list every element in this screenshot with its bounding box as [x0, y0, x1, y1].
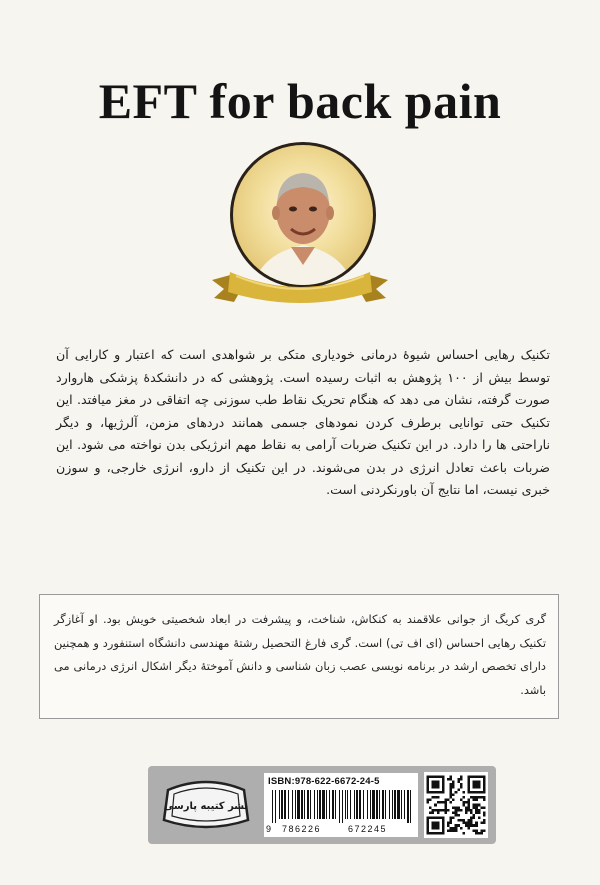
qr-module: [447, 799, 450, 802]
qr-module: [465, 824, 468, 827]
qr-module: [457, 819, 460, 822]
qr-module: [480, 829, 483, 832]
qr-module: [432, 809, 435, 812]
qr-module: [452, 806, 455, 809]
qr-module: [432, 781, 440, 789]
barcode-bar: [367, 790, 368, 819]
qr-module: [434, 796, 437, 799]
qr-module: [462, 804, 465, 807]
barcode-bar: [407, 790, 409, 823]
qr-module: [429, 806, 432, 809]
barcode-bar: [382, 790, 384, 819]
qr-module: [473, 814, 476, 817]
qr-module: [455, 809, 458, 812]
barcode-bar: [342, 790, 343, 823]
qr-module: [437, 801, 440, 804]
qr-module: [442, 801, 445, 804]
publisher-logo: [158, 776, 254, 832]
barcode-bar: [279, 790, 280, 819]
qr-module: [447, 809, 450, 812]
qr-module: [475, 804, 478, 807]
qr-module: [450, 786, 453, 789]
qr-module: [444, 806, 447, 809]
qr-module: [457, 809, 460, 812]
barcode-bar: [335, 790, 336, 819]
qr-module: [480, 806, 483, 809]
qr-module: [437, 796, 440, 799]
qr-module: [437, 811, 440, 814]
qr-module: [480, 796, 483, 799]
qr-code: [424, 772, 488, 838]
qr-module: [475, 822, 478, 825]
barcode-bar: [339, 790, 340, 823]
qr-module: [460, 809, 463, 812]
book-title: EFT for back pain: [98, 73, 502, 129]
qr-module: [457, 781, 460, 784]
qr-module: [470, 796, 473, 799]
barcode-bar: [370, 790, 371, 819]
qr-module: [450, 822, 453, 825]
qr-module: [462, 796, 465, 799]
qr-module: [455, 791, 458, 794]
qr-module: [478, 796, 481, 799]
qr-module: [470, 822, 473, 825]
qr-module: [450, 776, 453, 779]
barcode-bars: [270, 790, 414, 823]
qr-module: [450, 827, 453, 830]
barcode-bar: [292, 790, 293, 819]
qr-module: [460, 776, 463, 779]
barcode-bar: [310, 790, 311, 819]
qr-module: [462, 801, 465, 804]
qr-module: [470, 811, 473, 814]
qr-module: [460, 799, 463, 802]
qr-module: [478, 809, 481, 812]
qr-module: [473, 817, 476, 820]
qr-module: [450, 819, 453, 822]
qr-module: [444, 801, 447, 804]
qr-module: [455, 814, 458, 817]
qr-module: [475, 811, 478, 814]
barcode-bar: [304, 790, 305, 819]
qr-module: [452, 829, 455, 832]
qr-module: [452, 811, 455, 814]
barcode-bar: [404, 790, 405, 819]
qr-module: [450, 791, 453, 794]
qr-module: [447, 829, 450, 832]
qr-module: [462, 832, 465, 835]
qr-module: [432, 811, 435, 814]
barcode-bar: [345, 790, 346, 819]
qr-module: [447, 822, 450, 825]
qr-module: [457, 814, 460, 817]
barcode-bar: [275, 790, 276, 823]
barcode-bar: [410, 790, 411, 823]
qr-module: [439, 801, 442, 804]
qr-module: [452, 783, 455, 786]
qr-module: [450, 793, 453, 796]
qr-module: [455, 806, 458, 809]
qr-module: [460, 786, 463, 789]
qr-module: [470, 817, 473, 820]
qr-module: [462, 791, 465, 794]
qr-module: [480, 822, 483, 825]
qr-module: [450, 829, 453, 832]
barcode-bar: [363, 790, 364, 819]
barcode-bar: [356, 790, 358, 819]
qr-module: [465, 822, 468, 825]
qr-module: [460, 783, 463, 786]
qr-module: [475, 824, 478, 827]
qr-module: [473, 799, 476, 802]
qr-module: [473, 781, 481, 789]
barcode-bar: [359, 790, 361, 819]
qr-module: [442, 809, 445, 812]
qr-module: [460, 819, 463, 822]
barcode-bar: [397, 790, 400, 819]
book-description: تکنیک رهایی احساس شیوهٔ درمانی خودیاری متکی بر شواهدی است که اعتبار و کارایی آن توسط بیش از ۱۰۰ پژوهش به اثبات رسیده است. پژوهشی که در دانشکدهٔ پزشکی هاروارد صورت گرفته، نشان می دهد که هنگام تحریک نقاط طب سوزنی چه اتفاقی در مغز میافتد. این تکنیک حتی توانایی برطرف کردن نمودهای جسمی همانند دردهای مزمن، آلرژیها، و دیگر ناراحتی ها را دارد. در این تکنیک ضربات آرامی به نقاط مهم انرژیکی بدن نواخته می شود. این ضربات باعث تعادل انرژی در بدن می‌شوند. در این تکنیک از دارو، انرژی خارجی، و سوزن خبری نیست، اما نتایج آن باورنکردنی است.: [56, 347, 550, 497]
barcode-bar: [350, 790, 351, 819]
qr-module: [478, 804, 481, 807]
qr-module: [457, 778, 460, 781]
qr-module: [450, 783, 453, 786]
qr-module: [452, 781, 455, 784]
qr-module: [455, 811, 458, 814]
qr-module: [452, 799, 455, 802]
qr-module: [473, 824, 476, 827]
barcode-bar: [319, 790, 321, 819]
qr-module: [473, 796, 476, 799]
qr-module: [475, 799, 478, 802]
barcode-bar: [295, 790, 296, 819]
qr-module: [455, 829, 458, 832]
qr-module: [457, 788, 460, 791]
qr-module: [444, 811, 447, 814]
barcode-bar: [376, 790, 378, 819]
barcode-bar: [394, 790, 396, 819]
qr-module: [475, 832, 478, 835]
qr-module: [475, 796, 478, 799]
qr-module: [465, 806, 468, 809]
qr-module: [475, 829, 478, 832]
qr-module: [475, 806, 478, 809]
author-bio: گری کریگ از جوانی علاقمند به کنکاش، شناخت، و پیشرفت در ابعاد شخصیتی خویش بود. او آغازگر تکنیک رهایی احساس (ای اف تی) است. گری فارغ التحصیل رشتهٔ مهندسی دانشگاه استنفورد و همچنین دارای تخصص ارشد در برنامه نویسی عصب زبان شناسی و دانش آموختهٔ دیگر اشکال انرژی درمانی می باشد.: [54, 612, 546, 697]
qr-module: [450, 788, 453, 791]
qr-module: [427, 799, 430, 802]
qr-module: [465, 801, 468, 804]
barcode-digit-group-2: 672245: [348, 824, 388, 834]
barcode-bar: [307, 790, 309, 819]
barcode-bar: [379, 790, 380, 819]
barcode-digit-first: 9: [266, 824, 272, 834]
barcode-bar: [372, 790, 375, 819]
qr-module: [432, 796, 435, 799]
barcode-bar: [301, 790, 303, 819]
barcode-bar: [401, 790, 402, 819]
qr-module: [465, 809, 468, 812]
qr-module: [429, 799, 432, 802]
barcode-bar: [288, 790, 289, 819]
qr-module: [452, 817, 455, 820]
barcode-bar: [297, 790, 300, 819]
qr-module: [480, 832, 483, 835]
qr-module: [478, 817, 481, 820]
qr-module: [468, 799, 471, 802]
qr-module: [468, 804, 471, 807]
isbn-label: ISBN:978-622-6672-24-5: [268, 776, 380, 787]
qr-module: [473, 804, 476, 807]
qr-module: [468, 801, 471, 804]
qr-module: [444, 809, 447, 812]
qr-module: [470, 819, 473, 822]
qr-module: [468, 824, 471, 827]
qr-module: [429, 811, 432, 814]
qr-module: [462, 819, 465, 822]
qr-module: [462, 822, 465, 825]
qr-module: [434, 804, 437, 807]
barcode-bar: [329, 790, 330, 819]
barcode-bar: [322, 790, 325, 819]
qr-module: [457, 806, 460, 809]
qr-module: [427, 801, 430, 804]
qr-module: [465, 811, 468, 814]
qr-module: [468, 819, 471, 822]
qr-module: [473, 806, 476, 809]
qr-module: [483, 799, 486, 802]
qr-module: [470, 824, 473, 827]
qr-module: [483, 829, 486, 832]
qr-module: [483, 822, 486, 825]
qr-module: [475, 809, 478, 812]
barcode-bar: [326, 790, 327, 819]
qr-module: [439, 809, 442, 812]
qr-module: [455, 824, 458, 827]
qr-module: [473, 829, 476, 832]
barcode-bar: [389, 790, 390, 819]
qr-module: [452, 793, 455, 796]
qr-module: [447, 778, 450, 781]
qr-module: [450, 796, 453, 799]
qr-module: [483, 814, 486, 817]
qr-module: [483, 811, 486, 814]
qr-module: [437, 809, 440, 812]
barcode-bar: [385, 790, 386, 819]
qr-module: [444, 799, 447, 802]
barcode-bar: [281, 790, 283, 819]
barcode-bar: [272, 790, 273, 823]
qr-module: [468, 809, 471, 812]
qr-module: [483, 796, 486, 799]
barcode-bar: [332, 790, 334, 819]
barcode-bar: [354, 790, 355, 819]
qr-module: [468, 822, 471, 825]
qr-module: [460, 778, 463, 781]
qr-module: [470, 809, 473, 812]
qr-module: [483, 819, 486, 822]
qr-module: [432, 822, 440, 830]
barcode-bar: [392, 790, 393, 819]
qr-module: [455, 827, 458, 830]
qr-module: [457, 824, 460, 827]
publisher-name: نشر کتیبه پارسی: [163, 801, 249, 812]
barcode-bar: [314, 790, 315, 819]
qr-module: [478, 811, 481, 814]
barcode-digit-group-1: 786226: [282, 824, 322, 834]
qr-module: [447, 824, 450, 827]
qr-module: [444, 804, 447, 807]
barcode-bar: [347, 790, 348, 819]
qr-module: [450, 801, 453, 804]
qr-module: [460, 827, 463, 830]
qr-module: [452, 827, 455, 830]
gold-ribbon: [212, 262, 388, 308]
qr-module: [434, 809, 437, 812]
qr-module: [468, 827, 471, 830]
barcode-bar: [284, 790, 286, 819]
qr-module: [478, 832, 481, 835]
qr-module: [483, 806, 486, 809]
qr-module: [450, 817, 453, 820]
qr-module: [452, 786, 455, 789]
qr-module: [450, 778, 453, 781]
qr-module: [468, 806, 471, 809]
barcode-bar: [317, 790, 318, 819]
